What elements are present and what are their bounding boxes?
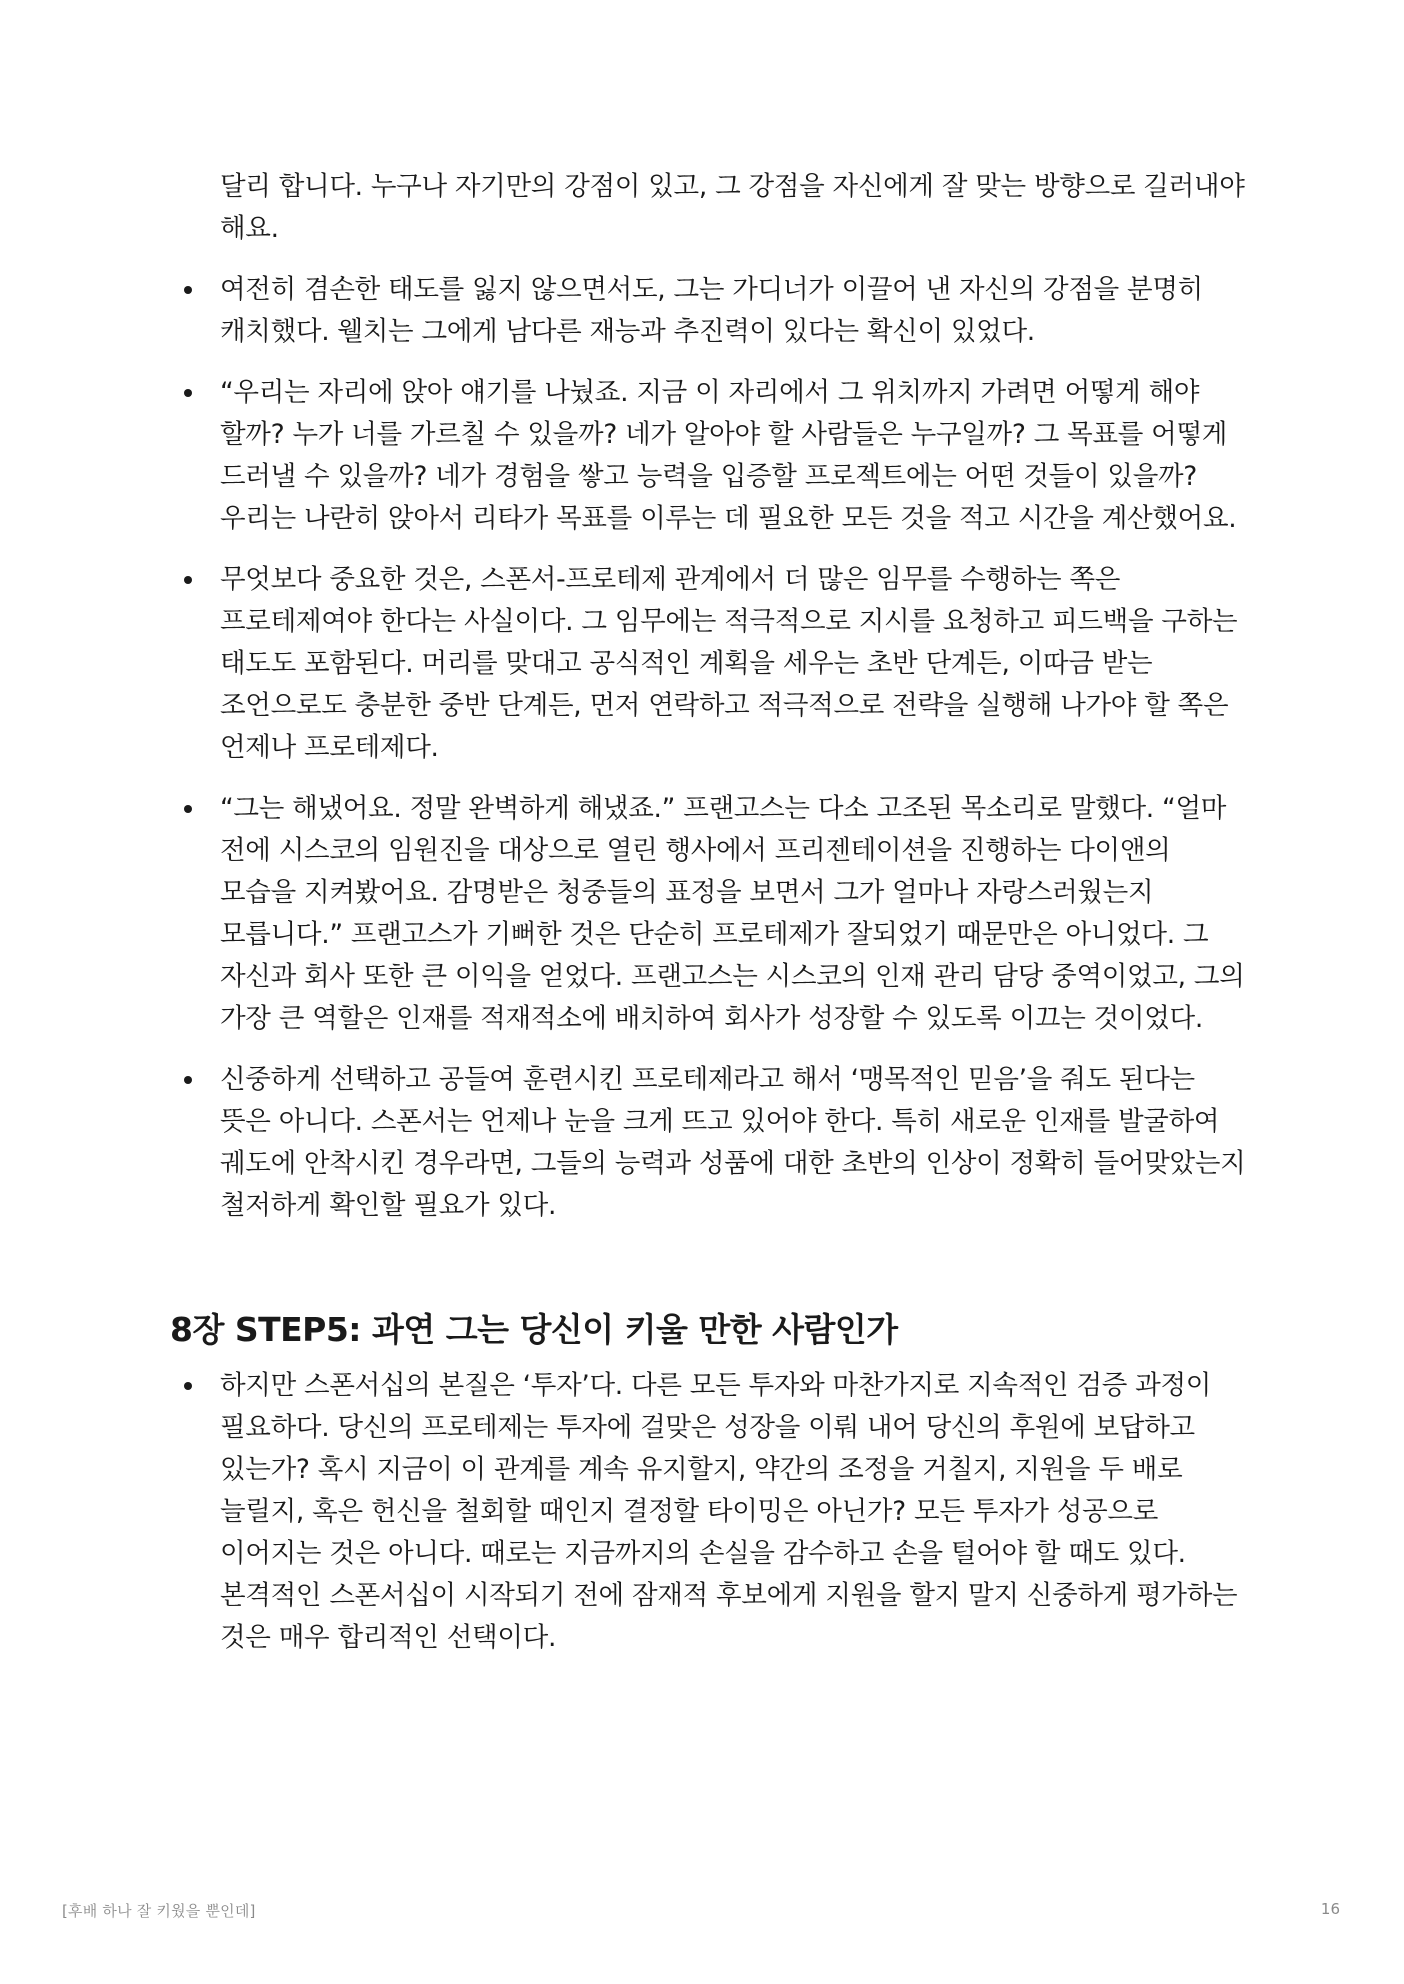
list-item bbox=[172, 372, 1252, 540]
list-item bbox=[172, 1059, 1252, 1227]
bullet-icon bbox=[184, 805, 192, 813]
intro-paragraph: 달리 합니다. 누구나 자기만의 강점이 있고, 그 강점을 자신에게 잘 맞는 방향으로 길러내야 해요. bbox=[220, 171, 1245, 244]
bullet-list bbox=[172, 269, 1252, 1227]
page-content bbox=[172, 166, 1252, 1659]
list-item-text: “그는 해냈어요. 정말 완벽하게 해냈죠.” 프랜고스는 다소 고조된 목소리로 말했다. “얼마 전에 시스코의 임원진을 대상으로 열린 행사에서 프리젠테이션을 진행하는 다이앤의 모습을 지켜봤어요. 감명받은 청중들의 표정을 보면서 그가 얼마나 자랑스러웠는지 모릅니다.” 프랜고스가 기뻐한 것은 단순히 프로테제가 잘되었기 때문만은 아니었다. 그 자신과 회사 또한 큰 이익을 얻었다. 프랜고스는 시스코의 인재 관리 담당 중역이었고, 그의 가장 큰 역할은 인재를 적재적소에 배치하여 회사가 성장할 수 있도록 이끄는 것이었다. bbox=[220, 793, 1245, 1034]
footer-page-number: 16 bbox=[1320, 1900, 1340, 1918]
list-item bbox=[172, 788, 1252, 1040]
section-bullet-list bbox=[172, 1365, 1252, 1659]
bullet-icon bbox=[184, 576, 192, 584]
list-item bbox=[172, 559, 1252, 769]
list-item-text: 무엇보다 중요한 것은, 스폰서-프로테제 관계에서 더 많은 임무를 수행하는 쪽은 프로테제여야 한다는 사실이다. 그 임무에는 적극적으로 지시를 요청하고 피드백을 구하는 태도도 포함된다. 머리를 맞대고 공식적인 계획을 세우는 초반 단계든, 이따금 받는 조언으로도 충분한 중반 단계든, 먼저 연락하고 적극적으로 전략을 실행해 나가야 할 쪽은 언제나 프로테제다. bbox=[220, 564, 1238, 763]
list-item-text: 하지만 스폰서십의 본질은 ‘투자’다. 다른 모든 투자와 마찬가지로 지속적인 검증 과정이 필요하다. 당신의 프로테제는 투자에 걸맞은 성장을 이뤄 내어 당신의 후원에 보답하고 있는가? 혹시 지금이 이 관계를 계속 유지할지, 약간의 조정을 거칠지, 지원을 두 배로 늘릴지, 혹은 헌신을 철회할 때인지 결정할 타이밍은 아닌가? 모든 투자가 성공으로 이어지는 것은 아니다. 때로는 지금까지의 손실을 감수하고 손을 털어야 할 때도 있다. 본격적인 스폰서십이 시작되기 전에 잠재적 후보에게 지원을 할지 말지 신중하게 평가하는 것은 매우 합리적인 선택이다. bbox=[220, 1370, 1238, 1653]
bullet-icon bbox=[184, 389, 192, 397]
bullet-icon bbox=[184, 286, 192, 294]
list-item-text: 신중하게 선택하고 공들여 훈련시킨 프로테제라고 해서 ‘맹목적인 믿음’을 줘도 된다는 뜻은 아니다. 스폰서는 언제나 눈을 크게 뜨고 있어야 한다. 특히 새로운 인재를 발굴하여 궤도에 안착시킨 경우라면, 그들의 능력과 성품에 대한 초반의 인상이 정확히 들어맞았는지 철저하게 확인할 필요가 있다. bbox=[220, 1064, 1246, 1221]
bullet-icon bbox=[184, 1076, 192, 1084]
list-item-text: 여전히 겸손한 태도를 잃지 않으면서도, 그는 가디너가 이끌어 낸 자신의 강점을 분명히 캐치했다. 웰치는 그에게 남다른 재능과 추진력이 있다는 확신이 있었다. bbox=[220, 274, 1203, 347]
list-item-text: “우리는 자리에 앉아 얘기를 나눴죠. 지금 이 자리에서 그 위치까지 가려면 어떻게 해야 할까? 누가 너를 가르칠 수 있을까? 네가 알아야 할 사람들은 누구일까? 그 목표를 어떻게 드러낼 수 있을까? 네가 경험을 쌓고 능력을 입증할 프로젝트에는 어떤 것들이 있을까? 우리는 나란히 앉아서 리타가 목표를 이루는 데 필요한 모든 것을 적고 시간을 계산했어요. bbox=[220, 377, 1237, 534]
section-heading: 8장 STEP5: 과연 그는 당신이 키울 만한 사람인가 bbox=[170, 1310, 898, 1349]
footer-book-title: [후배 하나 잘 키웠을 뿐인데] bbox=[62, 1902, 256, 1920]
list-item bbox=[172, 1365, 1252, 1659]
list-item bbox=[172, 269, 1252, 353]
bullet-icon bbox=[184, 1382, 192, 1390]
